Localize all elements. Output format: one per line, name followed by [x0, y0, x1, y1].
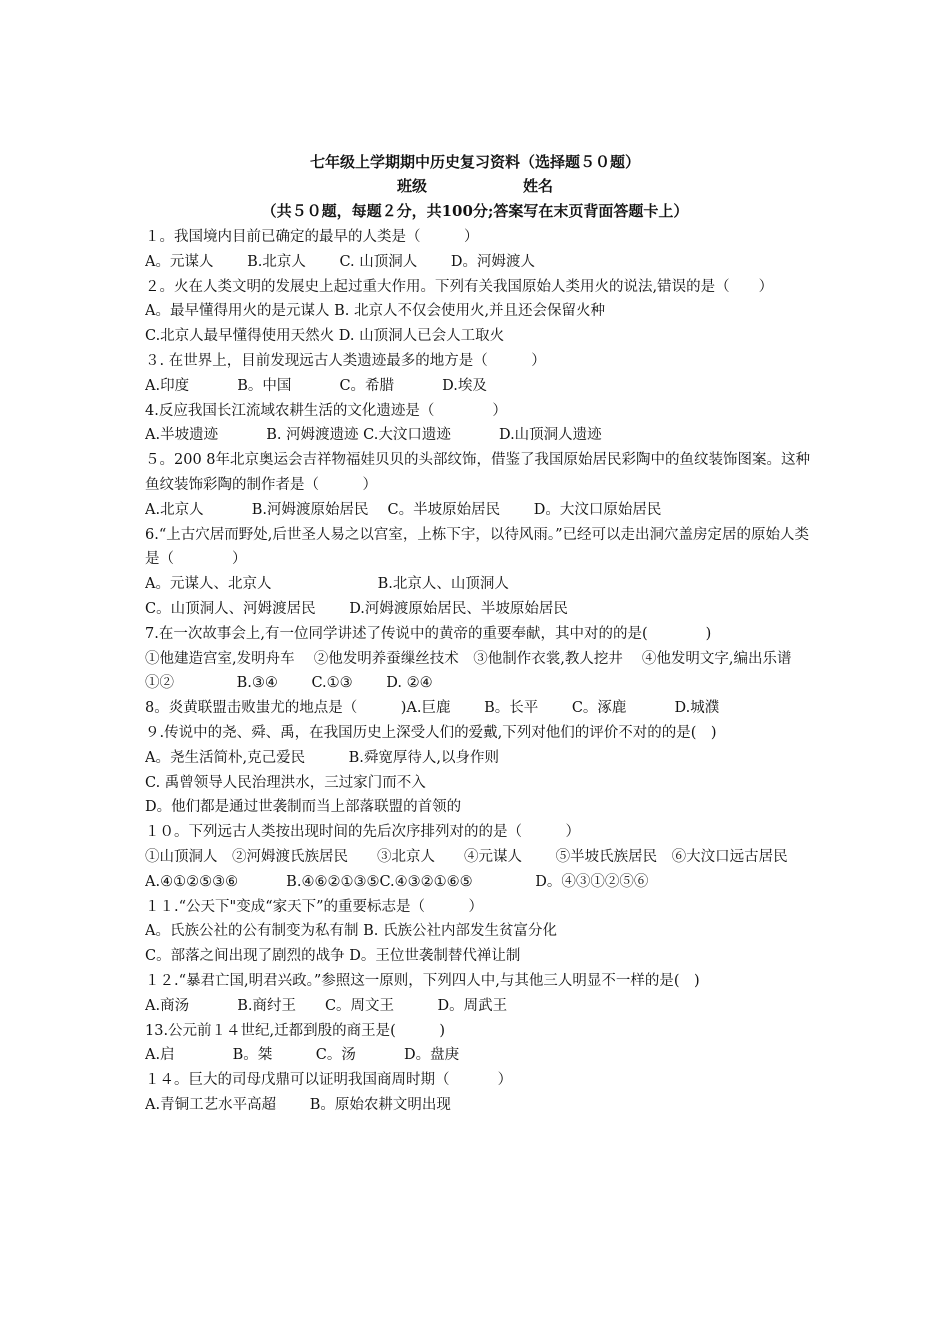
name-label: 姓名	[523, 177, 554, 195]
question-7-options: ①他建造宫室,发明舟车 ②他发明养蚕缫丝技术 ③他制作衣裳,教人挖井 ④他发明文字,编出乐谱①② B.③④ C.①③ D. ②④	[145, 650, 792, 692]
question-8: 8。炎黄联盟击败蚩尤的地点是（ )A.巨鹿 B。长平 C。涿鹿 D.城濮	[145, 700, 720, 717]
question-12: １２.“暴君亡国,明君兴政。”参照这一原则，下列四人中,与其他三人明显不一样的是( )	[145, 972, 700, 989]
question-2: ２。火在人类文明的发展史上起过重大作用。下列有关我国原始人类用火的说法,错误的是（ ）	[145, 278, 774, 295]
question-4: 4.反应我国长江流域农耕生活的文化遗迹是（ ）	[145, 402, 507, 419]
question-6-options-cd: C。山顶洞人、河姆渡居民 D.河姆渡原始居民、半坡原始居民	[145, 600, 568, 617]
question-2-options-cd: C.北京人最早懂得使用天然火 D. 山顶洞人已会人工取火	[145, 328, 505, 345]
question-10-options: A.④①②⑤③⑥ B.④⑥②①③⑤C.④③②①⑥⑤ D。④③①②⑤⑥	[145, 873, 649, 890]
question-4-options: A.半坡遗迹 B. 河姆渡遗迹 C.大汶口遗迹 D.山顶洞人遗迹	[145, 427, 602, 444]
class-name-row	[0, 176, 950, 196]
question-9: ９.传说中的尧、舜、禹，在我国历史上深受人们的爱戴,下列对他们的评价不对的的是( )	[145, 724, 717, 741]
question-9-option-d: D。他们都是通过世袭制而当上部落联盟的首领的	[145, 799, 462, 816]
question-10-items: ①山顶洞人 ②河姆渡氏族居民 ③北京人 ④元谋人 ⑤半坡氏族居民 ⑥大汶口远古居民	[145, 848, 788, 865]
question-9-options-ab: A。尧生活简朴,克己爱民 B.舜宽厚待人,以身作则	[145, 749, 499, 766]
question-14: １４。巨大的司母戊鼎可以证明我国商周时期（ ）	[145, 1072, 513, 1089]
question-11-options-cd: C。部落之间出现了剧烈的战争 D。王位世袭制替代禅让制	[145, 948, 521, 965]
question-5: ５。200 8年北京奥运会吉祥物福娃贝贝的头部纹饰，借鉴了我国原始居民彩陶中的鱼纹装饰图案。这种鱼纹装饰彩陶的制作者是（ ）	[145, 452, 811, 493]
question-10: １０。下列远古人类按出现时间的先后次序排列对的的是（ ）	[145, 824, 580, 841]
class-label: 班级	[396, 177, 427, 195]
question-3-options: A.印度 B。中国 C。希腊 D.埃及	[145, 377, 487, 394]
question-7: 7.在一次故事会上,有一位同学讲述了传说中的黄帝的重要奉献，其中对的的是( )	[145, 625, 712, 642]
document-title: 七年级上学期期中历史复习资料（选择题５０题）	[309, 153, 640, 171]
question-12-options: A.商汤 B.商纣王 C。周文王 D。周武王	[145, 997, 508, 1014]
question-14-options: A.青铜工艺水平高超 B。原始农耕文明出现	[145, 1096, 451, 1113]
instructions-note: （共５０题，每题２分，共100分;答案写在末页背面答题卡上）	[261, 202, 689, 220]
question-1: １。我国境内目前已确定的最早的人类是（ ）	[145, 229, 479, 245]
question-1-options: A。元谋人 B.北京人 C. 山顶洞人 D。河姆渡人	[145, 253, 535, 270]
question-2-options-ab: A。最早懂得用火的是元谋人 B. 北京人不仅会使用火,并且还会保留火种	[145, 303, 606, 320]
question-6-options-ab: A。元谋人、北京人 B.北京人、山顶洞人	[145, 576, 509, 593]
question-list	[145, 225, 815, 1118]
question-11: １１.“公天下"变成“家天下”的重要标志是（ ）	[145, 898, 484, 915]
question-11-options-ab: A。氏族公社的公有制变为私有制 B. 氏族公社内部发生贫富分化	[145, 923, 557, 940]
question-13: 13.公元前１４世纪,迁都到殷的商王是( )	[145, 1022, 445, 1039]
question-9-option-c: C. 禹曾领导人民治理洪水，三过家门而不入	[145, 774, 426, 791]
question-13-options: A.启 B。桀 C。汤 D。盘庚	[145, 1047, 460, 1064]
question-3: ３. 在世界上，目前发现远古人类遗迹最多的地方是（ ）	[145, 352, 546, 369]
question-6: 6.“上古穴居而野处,后世圣人易之以宫室，上栋下宇，以待风雨。”已经可以走出洞穴盖房定居的原始人类是（ ）	[145, 526, 810, 568]
question-5-options: A.北京人 B.河姆渡原始居民 C。半坡原始居民 D。大汶口原始居民	[145, 501, 662, 518]
